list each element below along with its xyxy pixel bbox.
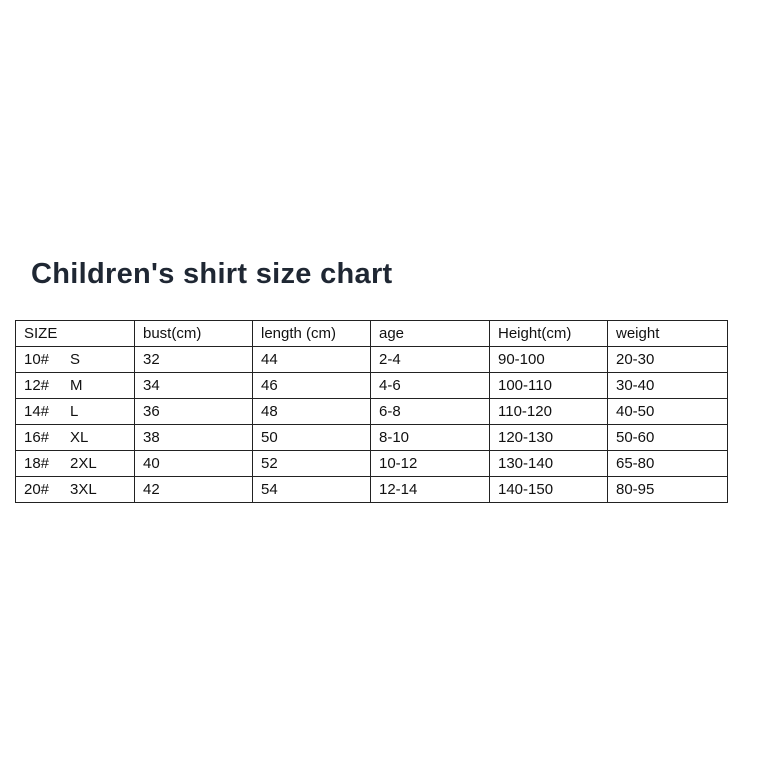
- header-age: age: [371, 321, 490, 347]
- size-code: 12#: [24, 377, 50, 394]
- weight-cell: 30-40: [608, 373, 728, 399]
- age-cell: 8-10: [371, 425, 490, 451]
- size-code: 14#: [24, 403, 50, 420]
- size-cell: [16, 399, 135, 425]
- size-label: M: [70, 377, 83, 394]
- weight-cell: 40-50: [608, 399, 728, 425]
- table-row: [16, 399, 728, 425]
- age-cell: 10-12: [371, 451, 490, 477]
- height-cell: 130-140: [490, 451, 608, 477]
- height-cell: 100-110: [490, 373, 608, 399]
- table-row: [16, 373, 728, 399]
- size-code: 20#: [24, 481, 50, 498]
- length-cell: 50: [253, 425, 371, 451]
- table-row: [16, 451, 728, 477]
- size-cell: [16, 425, 135, 451]
- length-cell: 52: [253, 451, 371, 477]
- size-label: L: [70, 403, 79, 420]
- age-cell: 12-14: [371, 477, 490, 503]
- size-code: 10#: [24, 351, 50, 368]
- size-cell: [16, 373, 135, 399]
- height-cell: 110-120: [490, 399, 608, 425]
- header-length: length (cm): [253, 321, 371, 347]
- size-cell: [16, 347, 135, 373]
- bust-cell: 42: [135, 477, 253, 503]
- table-row: [16, 425, 728, 451]
- size-label: 3XL: [70, 481, 97, 498]
- size-code: 16#: [24, 429, 50, 446]
- height-cell: 120-130: [490, 425, 608, 451]
- page-title: Children's shirt size chart: [31, 258, 393, 290]
- length-cell: 48: [253, 399, 371, 425]
- length-cell: 46: [253, 373, 371, 399]
- table-row: [16, 477, 728, 503]
- bust-cell: 38: [135, 425, 253, 451]
- bust-cell: 32: [135, 347, 253, 373]
- header-size: SIZE: [16, 321, 135, 347]
- table-header-row: [16, 321, 728, 347]
- size-chart-table: [15, 320, 728, 503]
- age-cell: 6-8: [371, 399, 490, 425]
- age-cell: 2-4: [371, 347, 490, 373]
- bust-cell: 34: [135, 373, 253, 399]
- weight-cell: 65-80: [608, 451, 728, 477]
- size-label: S: [70, 351, 81, 368]
- age-cell: 4-6: [371, 373, 490, 399]
- bust-cell: 40: [135, 451, 253, 477]
- height-cell: 90-100: [490, 347, 608, 373]
- bust-cell: 36: [135, 399, 253, 425]
- size-label: XL: [70, 429, 89, 446]
- weight-cell: 20-30: [608, 347, 728, 373]
- size-label: 2XL: [70, 455, 97, 472]
- weight-cell: 80-95: [608, 477, 728, 503]
- header-weight: weight: [608, 321, 728, 347]
- length-cell: 44: [253, 347, 371, 373]
- height-cell: 140-150: [490, 477, 608, 503]
- header-height: Height(cm): [490, 321, 608, 347]
- size-code: 18#: [24, 455, 50, 472]
- length-cell: 54: [253, 477, 371, 503]
- weight-cell: 50-60: [608, 425, 728, 451]
- header-bust: bust(cm): [135, 321, 253, 347]
- size-cell: [16, 451, 135, 477]
- table-row: [16, 347, 728, 373]
- size-cell: [16, 477, 135, 503]
